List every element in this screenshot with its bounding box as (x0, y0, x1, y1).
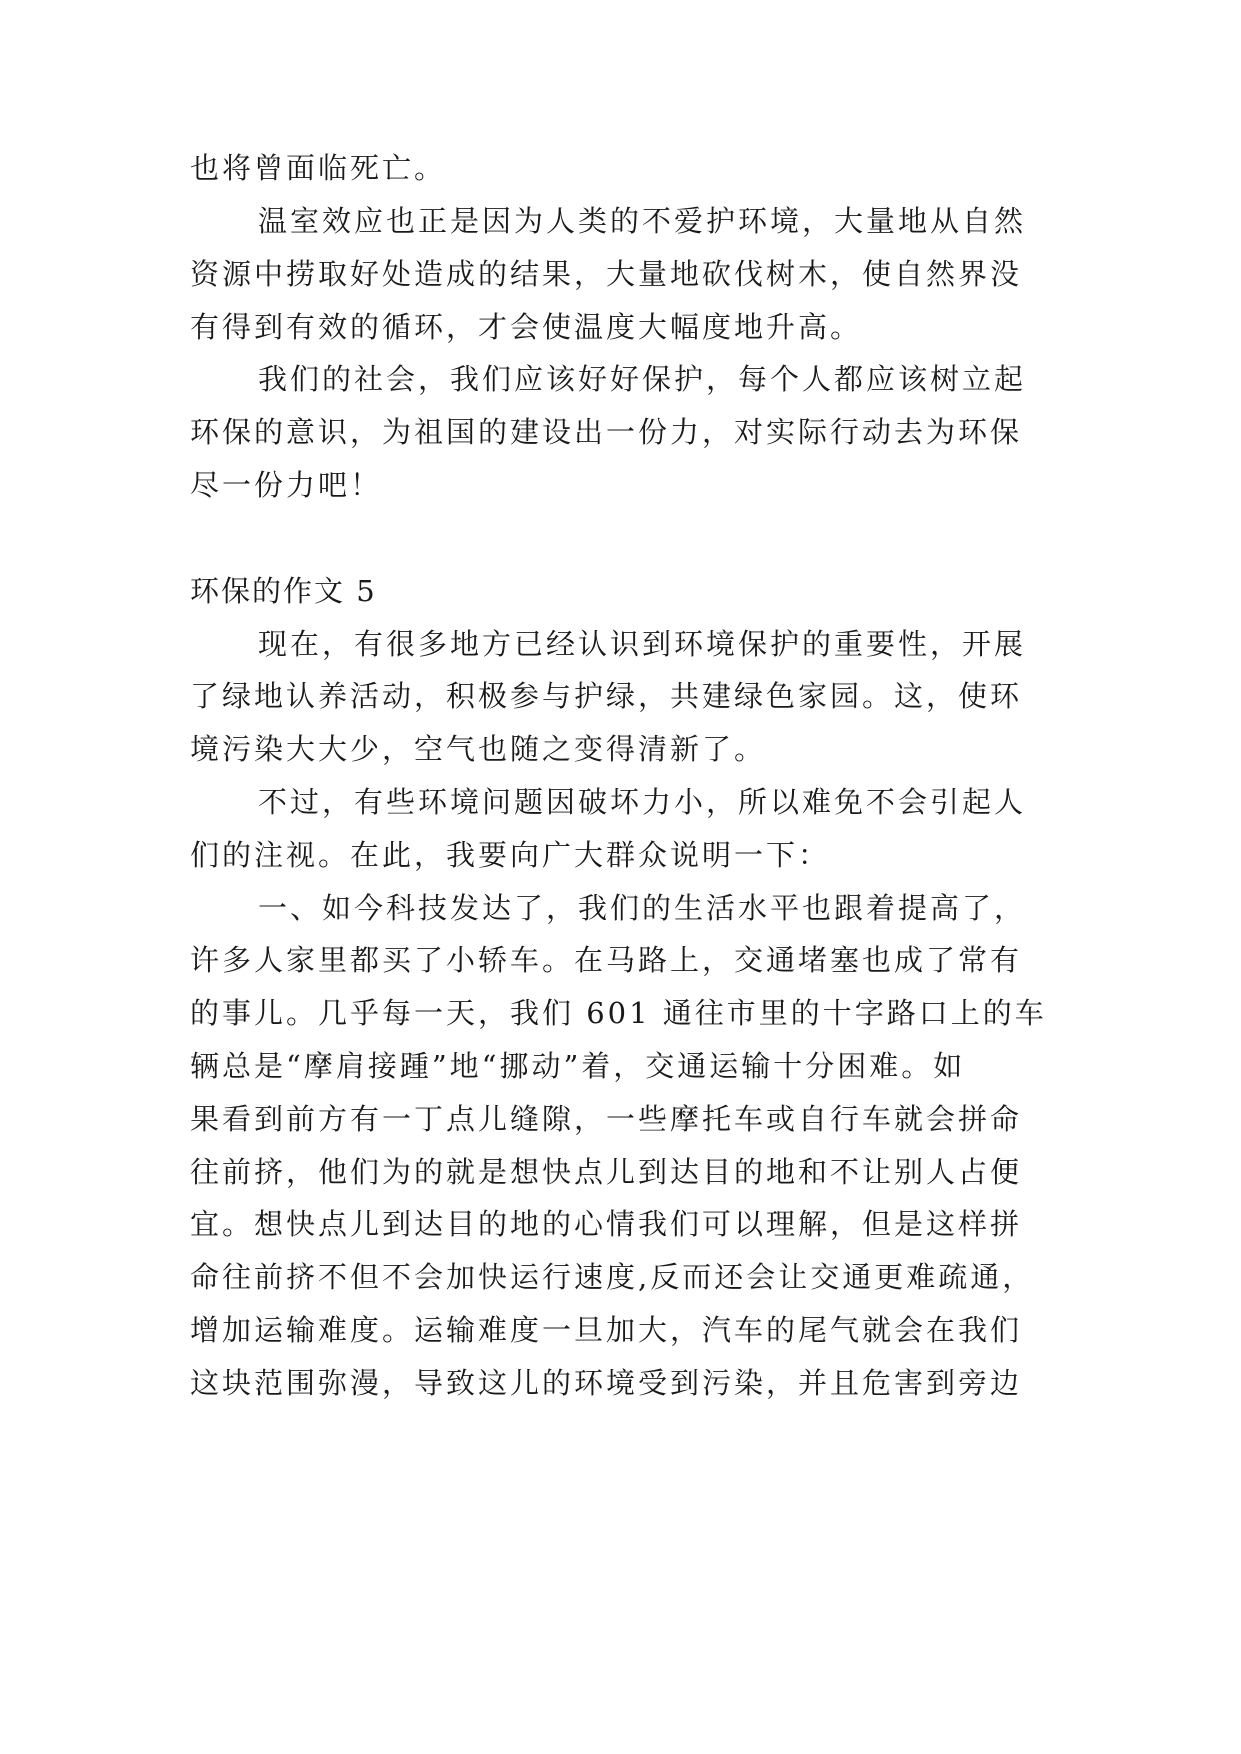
paragraph-first-line: 温室效应也正是因为人类的不爱护环境，大量地从自然 (258, 204, 1027, 238)
text-line: 了绿地认养活动，积极参与护绿，共建绿色家园。这，使环 (190, 679, 1023, 713)
text-line: 们的注视。在此，我要向广大群众说明一下： (190, 838, 831, 872)
text-line: 增加运输难度。运输难度一旦加大，汽车的尾气就会在我们 (190, 1313, 1023, 1347)
text-line: 命往前挤不但不会加快运行速度,反而还会让交通更难疏通， (190, 1260, 1035, 1294)
text-line: 果看到前方有一丁点儿缝隙，一些摩托车或自行车就会拼命 (190, 1102, 1023, 1136)
paragraph-first-line: 不过，有些环境问题因破坏力小，所以难免不会引起人 (258, 785, 1027, 819)
text-line: 资源中捞取好处造成的结果，大量地砍伐树木，使自然界没 (190, 257, 1023, 291)
text-line: 辆总是“摩肩接踵”地“挪动”着，交通运输十分困难。如 (190, 1049, 966, 1083)
text-line: 许多人家里都买了小轿车。在马路上，交通堵塞也成了常有 (190, 943, 1023, 977)
text-line: 也将曾面临死亡。 (190, 151, 447, 185)
text-line: 尽一份力吧！ (190, 468, 383, 502)
text-line: 的事儿。几乎每一天，我们 601 通往市里的十字路口上的车 (190, 996, 1047, 1030)
text-line: 往前挤，他们为的就是想快点儿到达目的地和不让别人占便 (190, 1155, 1023, 1189)
text-line: 境污染大大少，空气也随之变得清新了。 (190, 732, 767, 766)
text-line: 有得到有效的循环，才会使温度大幅度地升高。 (190, 310, 863, 344)
paragraph-first-line: 我们的社会，我们应该好好保护，每个人都应该树立起 (258, 362, 1027, 396)
section-heading: 环保的作文 5 (190, 574, 377, 608)
paragraph-first-line: 现在，有很多地方已经认识到环境保护的重要性，开展 (258, 627, 1027, 661)
text-line: 环保的意识，为祖国的建设出一份力，对实际行动去为环保 (190, 415, 1023, 449)
paragraph-first-line: 一、如今科技发达了，我们的生活水平也跟着提高了， (258, 891, 1027, 925)
text-line: 宜。想快点儿到达目的地的心情我们可以理解，但是这样拼 (190, 1207, 1023, 1241)
text-line: 这块范围弥漫，导致这儿的环境受到污染，并且危害到旁边 (190, 1366, 1023, 1400)
